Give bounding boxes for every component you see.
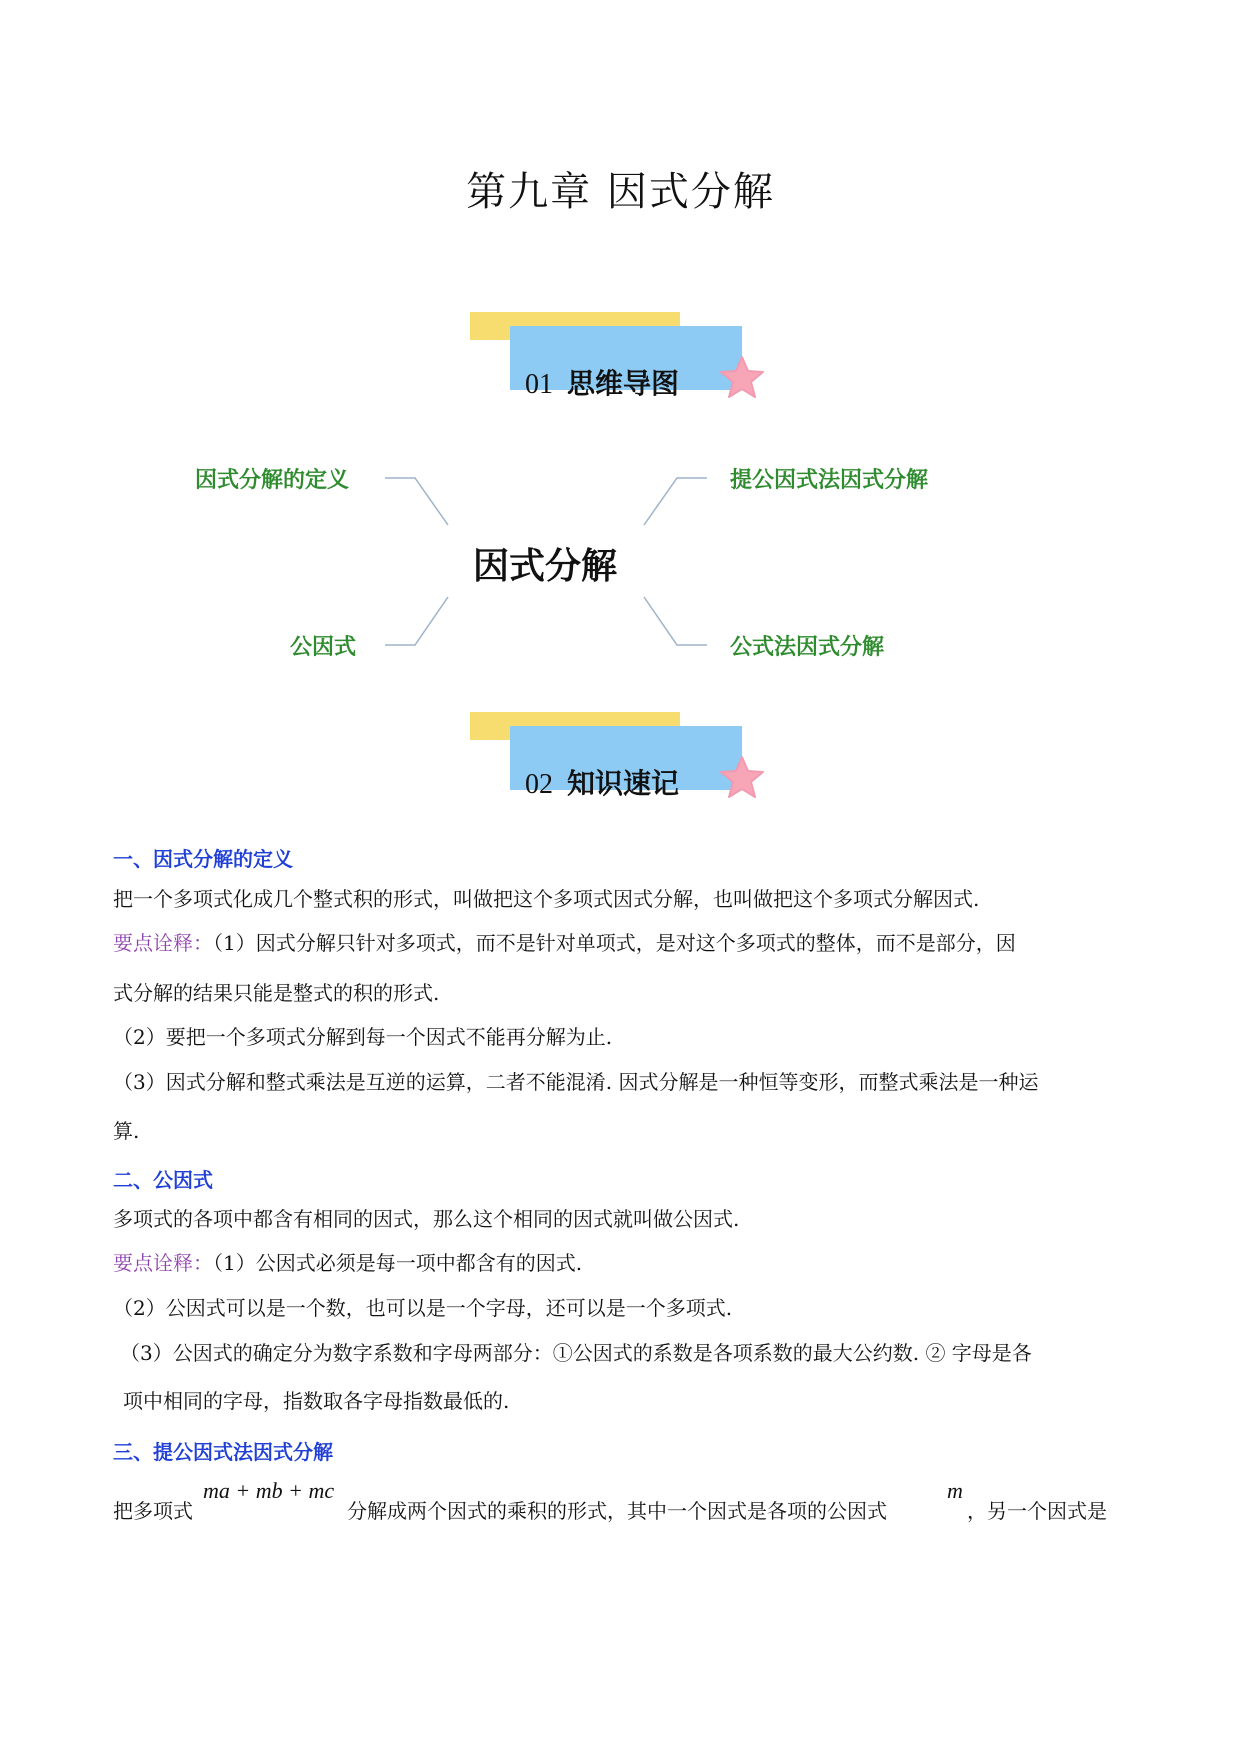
note-paragraph bbox=[113, 932, 1016, 954]
paragraph: 项中相同的字母，指数取各字母指数最低的. bbox=[123, 1389, 510, 1413]
note-label: 要点诠释： bbox=[113, 1251, 213, 1275]
paragraph: （2）公因式可以是一个数，也可以是一个字母，还可以是一个多项式. bbox=[113, 1296, 733, 1320]
paragraph: （3）因式分解和整式乘法是互逆的运算，二者不能混淆. 因式分解是一种恒等变形，而整式乘法是一种运 bbox=[113, 1070, 1039, 1094]
note-paragraph bbox=[113, 1252, 582, 1274]
note-text: （1）公因式必须是每一项中都含有的因式. bbox=[213, 1251, 583, 1275]
paragraph: （3）公因式的确定分为数字系数和字母两部分：①公因式的系数是各项系数的最大公约数. ② 字母是各 bbox=[120, 1341, 1032, 1365]
section-heading-definition: 一、因式分解的定义 bbox=[113, 847, 293, 871]
section-heading-extract-common-factor: 三、提公因式法因式分解 bbox=[113, 1440, 333, 1464]
star-icon bbox=[718, 754, 766, 802]
mindmap-node-common-factor: 公因式 bbox=[290, 635, 357, 660]
paragraph: ，另一个因式是 bbox=[967, 1499, 1107, 1523]
section-heading-common-factor: 二、公因式 bbox=[113, 1168, 213, 1192]
page-title: 第九章 因式分解 bbox=[466, 169, 775, 215]
paragraph: 多项式的各项中都含有相同的因式，那么这个相同的因式就叫做公因式. bbox=[113, 1207, 740, 1231]
paragraph: 式分解的结果只能是整式的积的形式. bbox=[113, 981, 440, 1005]
banner-label: 思维导图 bbox=[567, 367, 680, 400]
paragraph bbox=[113, 1500, 193, 1522]
paragraph: 把一个多项式化成几个整式积的形式，叫做把这个多项式因式分解，也叫做把这个多项式分解因式. bbox=[113, 887, 980, 911]
mindmap-node-formula-method: 公式法因式分解 bbox=[730, 635, 885, 660]
paragraph: 算. bbox=[113, 1119, 140, 1143]
note-text: （1）因式分解只针对多项式，而不是针对单项式，是对这个多项式的整体，而不是部分，因 bbox=[213, 931, 1016, 955]
banner-label: 知识速记 bbox=[567, 767, 680, 800]
mindmap-center: 因式分解 bbox=[473, 546, 618, 587]
section-banner-notes bbox=[470, 712, 770, 812]
banner-text bbox=[525, 762, 679, 802]
mindmap-node-definition: 因式分解的定义 bbox=[195, 468, 350, 493]
math-expression: ma + mb + mc bbox=[203, 1478, 335, 1503]
paragraph: 分解成两个因式的乘积的形式，其中一个因式是各项的公因式 bbox=[347, 1499, 887, 1523]
text: 把多项式 bbox=[113, 1499, 193, 1523]
paragraph: （2）要把一个多项式分解到每一个因式不能再分解为止. bbox=[113, 1025, 613, 1049]
mindmap-node-common-factor-method: 提公因式法因式分解 bbox=[730, 468, 929, 493]
math-expression: m bbox=[947, 1478, 963, 1503]
banner-number: 02 bbox=[525, 769, 553, 800]
banner-number: 01 bbox=[525, 369, 553, 400]
note-label: 要点诠释： bbox=[113, 931, 213, 955]
